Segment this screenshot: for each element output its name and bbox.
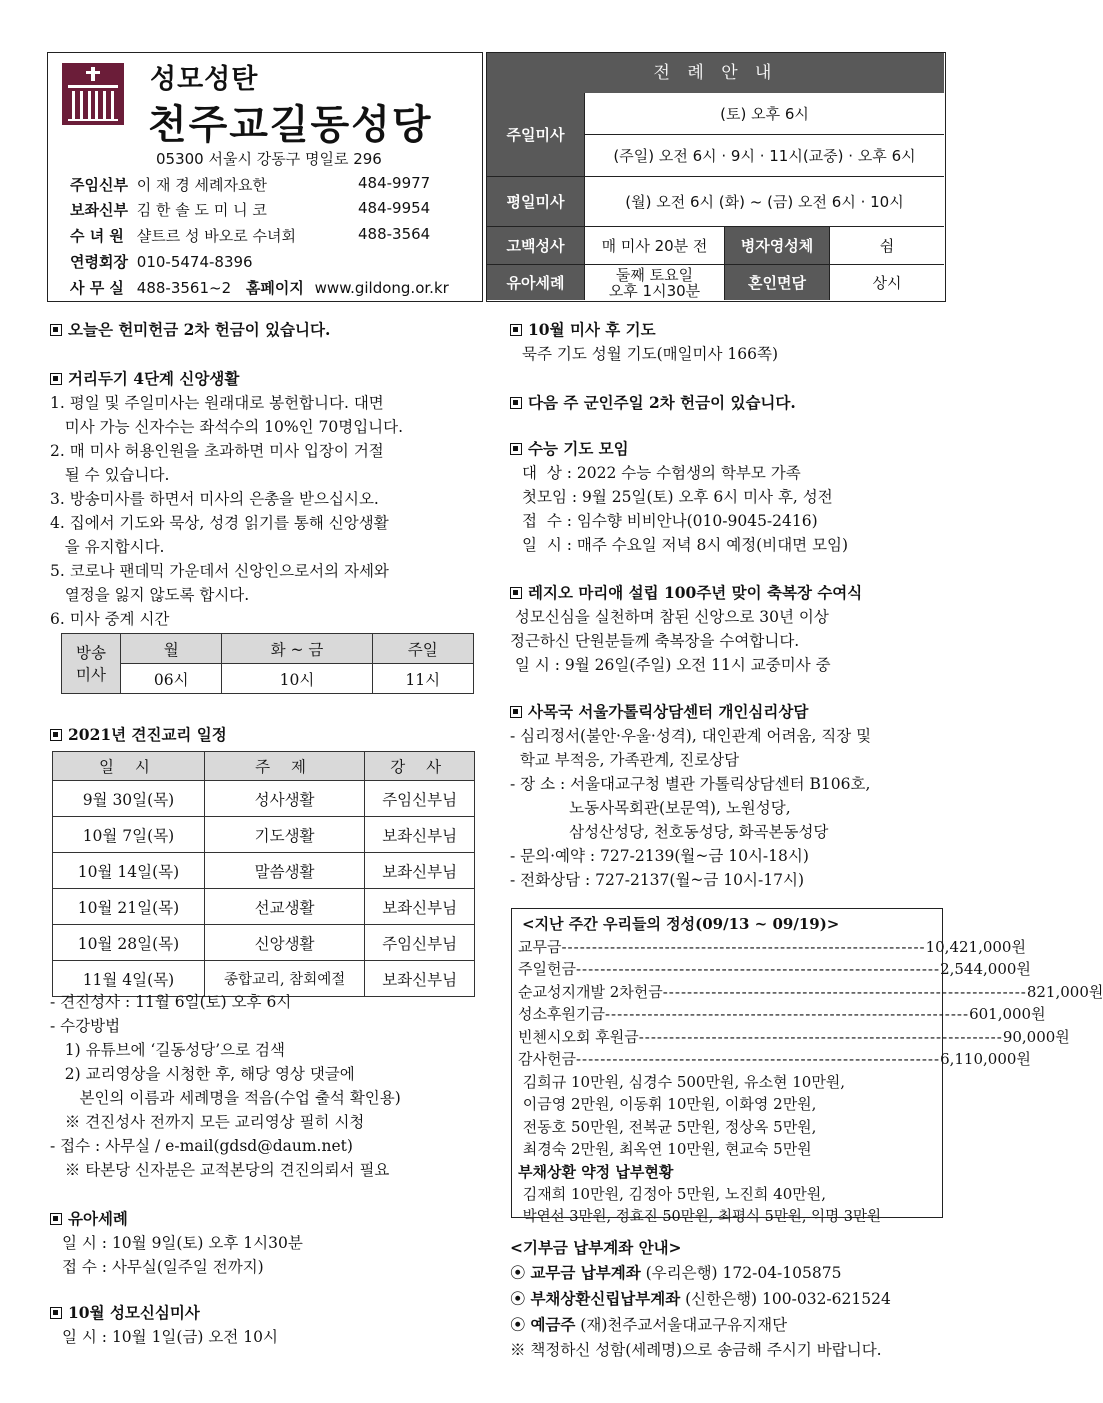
leader-dashes: ------------------------------------------------------------ [575,1050,941,1068]
thanks-donor-line: 이금영 2만원, 이동휘 10만원, 이화영 2만원, [518,1095,817,1113]
list-item: 열정을 잃지 않도록 합시다. [50,586,250,604]
staff-phone: 488-3564 [358,225,431,243]
sick-communion-value: 쉼 [830,227,944,265]
infant-baptism-value [585,265,725,300]
offering-label: 감사헌금 [518,1050,576,1068]
list-item: 1. 평일 및 주일미사는 원래대로 봉헌합니다. 대면 [50,394,384,412]
section-exam-prayer [510,437,950,557]
list-item: ※ 타본당 신자분은 교적본당의 견진의뢰서 필요 [50,1161,390,1179]
section-distancing [50,367,480,631]
section-title: 2021년 견진교리 일정 [68,725,227,744]
table-cell: 보좌신부님 [365,853,475,889]
list-item: 대 상 : 2022 수능 수험생의 학부모 가족 [522,464,801,482]
account-bank: (재)천주교서울대교구유지재단 [575,1316,788,1334]
staff-name: 010-5474-8396 [136,253,253,271]
staff-role: 주임신부 [70,176,128,194]
bullet-square-icon [510,397,522,409]
list-item: 삼성산성당, 천호동성당, 화곡본동성당 [510,823,829,841]
table-cell: 10월 21일(목) [53,889,205,925]
thanks-donor-line: 김희규 10만원, 심경수 500만원, 유소현 10만원, [518,1072,846,1091]
list-item: 2. 매 미사 허용인원을 초과하면 미사 입장이 거절 [50,442,384,460]
section-confirmation [50,723,227,747]
list-item: 5. 코로나 팬데믹 가운데서 신앙인으로서의 자세와 [50,562,389,580]
offering-amount: 821,000원 [1026,982,1103,1001]
confirmation-schedule-table [52,751,475,997]
staff-phone: 484-9977 [358,174,431,192]
list-item: 묵주 기도 성월 기도(매일미사 166쪽) [522,345,779,363]
confirmation-notes [50,990,490,1182]
sunday-mass-sunday: (주일) 오전 6시 · 9시 · 11시(교중) · 오후 6시 [585,135,944,177]
staff-row [70,225,431,246]
table-cell: 11월 4일(목) [53,961,205,997]
list-item: 접 수 : 사무실(일주일 전까지) [62,1258,264,1276]
list-item: 일 시 : 10월 9일(토) 오후 1시30분 [62,1234,303,1252]
table-cell: 말씀생활 [204,853,364,889]
staff-phone: 484-9954 [358,199,431,217]
confession-value: 매 미사 20분 전 [585,227,725,265]
table-cell: 주임신부님 [365,925,475,961]
account-bank: (우리은행) 172-04-105875 [640,1264,842,1282]
list-item: 미사 가능 신자수는 좌석수의 10%인 70명입니다. [50,418,404,436]
schedule-title: 전 례 안 내 [487,53,944,93]
table-cell: 06시 [121,664,222,694]
bullet-square-icon [510,587,522,599]
offering-amount: 90,000원 [1002,1027,1070,1046]
list-item: 일 시 : 9월 26일(주일) 오전 11시 교중미사 중 [510,656,831,674]
list-item: 노동사목회관(보문역), 노원성당, [510,799,791,817]
weekday-mass-label: 평일미사 [487,177,585,227]
section-october-prayer [510,318,950,366]
church-logo-icon [62,63,124,125]
section-title: 유아세례 [68,1209,128,1228]
bullet-square-icon [510,443,522,455]
account-name: 부채상환신립납부계좌 [530,1289,681,1308]
section-title: 10월 성모신심미사 [68,1303,200,1322]
bullet-square-icon [50,1307,62,1319]
debt-donor-line: 김재희 10만원, 김정아 5만원, 노진희 40만원, [518,1185,826,1203]
table-cell: 보좌신부님 [365,889,475,925]
offering-row [518,981,1103,1004]
table-cell: 성사생활 [204,781,364,817]
list-item: - 심리정서(불안·우울·성격), 대인관계 어려움, 직장 및 [510,727,872,745]
confession-label: 고백성사 [487,227,585,265]
table-cell: 10월 28일(목) [53,925,205,961]
account-name: 교무금 납부계좌 [530,1263,641,1282]
staff-role: 연령회장 [70,253,128,271]
list-item: 학교 부적응, 가족관계, 진로상담 [510,751,740,769]
section-title: 10월 미사 후 기도 [528,320,656,339]
offering-row [518,1003,1046,1026]
table-header: 월 [121,634,222,664]
list-item: 본인의 이름과 세례명을 적음(수업 출석 확인용) [50,1089,401,1107]
list-item: 6. 미사 중계 시간 [50,610,170,628]
sunday-mass-saturday: (토) 오후 6시 [585,93,944,135]
offering-label: 주일헌금 [518,960,576,978]
list-item: 정근하신 단원분들께 축복장을 수여합니다. [510,632,800,650]
staff-row [70,174,431,195]
weekday-mass-times: (월) 오전 6시 (화) ~ (금) 오전 6시 · 10시 [585,177,944,227]
list-item: ※ 견진성사 전까지 모든 교리영상 필히 시청 [50,1113,365,1131]
marriage-label: 혼인면담 [725,265,830,300]
table-header: 일 시 [53,752,205,781]
section-title: 거리두기 4단계 신앙생활 [68,369,240,388]
table-cell: 기도생활 [204,817,364,853]
staff-name: 이 재 경 세례자요한 [136,176,268,194]
table-cell: 11시 [372,664,473,694]
offering-amount: 6,110,000원 [940,1050,1031,1068]
account-bank: (신한은행) 100-032-621524 [680,1290,891,1308]
radio-bullet-icon: ⦿ [510,1264,526,1282]
office-phone: 488-3561~2 [136,279,232,297]
sunday-mass-label: 주일미사 [487,93,585,177]
table-cell: 신앙생활 [204,925,364,961]
staff-name: 김 한 솔 도 미 니 코 [136,201,267,219]
section-marian-mass [50,1301,278,1349]
section-title: 사목국 서울가톨릭상담센터 개인심리상담 [528,702,809,721]
staff-name: 샬트르 성 바오로 수녀회 [136,227,296,245]
offering-amount: 2,544,000원 [940,960,1031,978]
debt-title: 부채상환 약정 납부현황 [518,1162,674,1181]
list-item: - 수강방법 [50,1017,121,1035]
list-item: 4. 집에서 기도와 묵상, 성경 읽기를 통해 신앙생활 [50,514,389,532]
offering-amount: 601,000원 [969,1005,1046,1023]
bullet-square-icon [510,324,522,336]
list-item: - 전화상담 : 727-2137(월~금 10시-17시) [510,871,804,889]
table-cell: 주임신부님 [365,781,475,817]
offerings-box [511,908,1103,1225]
broadcast-mass-table [61,633,474,694]
marriage-value: 상시 [872,274,902,292]
table-header: 주일 [372,634,473,664]
office-row [70,277,449,298]
table-row [53,889,475,925]
section-title: 다음 주 군인주일 2차 헌금이 있습니다. [528,393,796,412]
table-row [53,817,475,853]
offering-label: 빈첸시오회 후원금 [518,1027,639,1046]
table-cell: 9월 30일(목) [53,781,205,817]
parish-title: 천주교길동성당 [148,102,433,148]
thanks-donor-line: 최경숙 2만원, 최옥연 10만원, 현교숙 5만원 [518,1140,812,1158]
list-item: 2) 교리영상을 시청한 후, 해당 영상 댓글에 [50,1065,355,1083]
radio-bullet-icon: ⦿ [510,1316,526,1334]
section-infant-baptism [50,1207,303,1279]
list-item: 접 수 : 임수향 비비안나(010-9045-2416) [522,512,818,530]
leader-dashes: ------------------------------------------------------------ [561,937,926,956]
infant-baptism-day: 둘째 토요일 [615,265,694,284]
offering-row [518,936,1026,959]
leader-dashes: ------------------------------------------------------------ [575,960,941,978]
list-item: 성모신심을 실천하며 참된 신앙으로 30년 이상 [510,608,829,626]
staff-row [70,251,253,272]
table-cell: 10월 14일(목) [53,853,205,889]
offering-label: 순교성지개발 2차헌금 [518,982,663,1001]
table-cell: 종합교리, 참회예절 [204,961,364,997]
broadcast-label: 방송 미사 [62,634,121,694]
table-row [53,853,475,889]
list-item: 을 유지합시다. [50,538,165,556]
staff-role: 보좌신부 [70,201,128,219]
offering-amount: 10,421,000원 [925,937,1026,956]
leader-dashes: ------------------------------------------------------------ [638,1027,1003,1046]
table-cell: 보좌신부님 [365,817,475,853]
account-row [510,1260,950,1286]
list-item: 일 시 : 10월 1일(금) 오전 10시 [62,1328,278,1346]
list-item: 1) 유튜브에 ‘길동성당’으로 검색 [50,1041,286,1059]
parish-info-box [47,52,483,302]
bullet-square-icon [510,706,522,718]
infant-baptism-label: 유아세례 [487,265,585,300]
offering-row [518,1026,1070,1049]
table-header: 강 사 [365,752,475,781]
office-role: 사 무 실 [70,279,124,297]
bullet-square-icon [50,324,62,336]
church-logo [62,63,124,125]
table-row [53,925,475,961]
offerings-title: <지난 주간 우리들의 정성(09/13 ~ 09/19)> [522,915,840,933]
table-header: 화 ~ 금 [222,634,372,664]
offering-row [518,958,1031,981]
section-title: 오늘은 헌미헌금 2차 헌금이 있습니다. [68,320,331,339]
liturgy-schedule-box [486,52,946,302]
list-item: 될 수 있습니다. [50,466,170,484]
account-name: 예금주 [530,1315,576,1334]
leader-dashes: ------------------------------------------------------------ [662,982,1027,1001]
debt-donor-line: 박연선 3만원, 정효진 50만원, 최평식 5만원, 익명 3만원 [518,1208,881,1225]
sick-communion-label: 병자영성체 [725,227,830,265]
donation-accounts [510,1235,950,1363]
section-legio-mariae [510,581,950,677]
staff-row [70,199,431,220]
accounts-title: <기부금 납부계좌 안내> [510,1238,682,1257]
thanks-donor-line: 전동호 50만원, 전복균 5만원, 정상옥 5만원, [518,1117,817,1136]
notice-offering [50,318,330,342]
infant-baptism-time: 오후 1시30분 [608,281,701,300]
radio-bullet-icon: ⦿ [510,1290,526,1308]
list-item: - 견진성사 : 11월 6일(토) 오후 6시 [50,993,292,1011]
section-counseling [510,700,950,892]
homepage-link[interactable]: www.gildong.or.kr [314,279,449,297]
table-cell: 선교생활 [204,889,364,925]
table-cell: 10시 [222,664,372,694]
list-item: 3. 방송미사를 하면서 미사의 은총을 받으십시오. [50,490,379,508]
section-title: 수능 기도 모임 [528,439,629,458]
list-item: - 장 소 : 서울대교구청 별관 가톨릭상담센터 B106호, [510,775,871,793]
parish-subtitle: 성모성탄 [150,64,259,95]
table-header: 주 제 [204,752,364,781]
bullet-square-icon [50,729,62,741]
parish-address: 05300 서울시 강동구 명일로 296 [156,150,382,168]
list-item: - 접수 : 사무실 / e-mail(gdsd@daum.net) [50,1137,353,1155]
table-cell: 보좌신부님 [365,961,475,997]
leader-dashes: ------------------------------------------------------------ [604,1005,970,1023]
list-item: 첫모임 : 9월 25일(토) 오후 6시 미사 후, 성전 [522,488,833,506]
table-cell: 10월 7일(목) [53,817,205,853]
offering-row [518,1048,1031,1071]
table-row [53,781,475,817]
section-military-sunday [510,391,796,415]
homepage-label: 홈페이지 [245,279,304,297]
offering-label: 성소후원기금 [518,1005,605,1023]
list-item: - 문의·예약 : 727-2139(월~금 10시-18시) [510,847,809,865]
staff-role: 수 녀 원 [70,227,124,245]
account-row [510,1312,950,1338]
list-item: 일 시 : 매주 수요일 저녁 8시 예정(비대면 모임) [522,536,849,554]
bullet-square-icon [50,1213,62,1225]
section-title: 레지오 마리애 설립 100주년 맞이 축복장 수여식 [528,583,863,602]
account-note: ※ 책정하신 성함(세례명)으로 송금해 주시기 바랍니다. [510,1341,882,1359]
account-row [510,1286,950,1312]
offering-label: 교무금 [518,937,562,956]
bullet-square-icon [50,373,62,385]
